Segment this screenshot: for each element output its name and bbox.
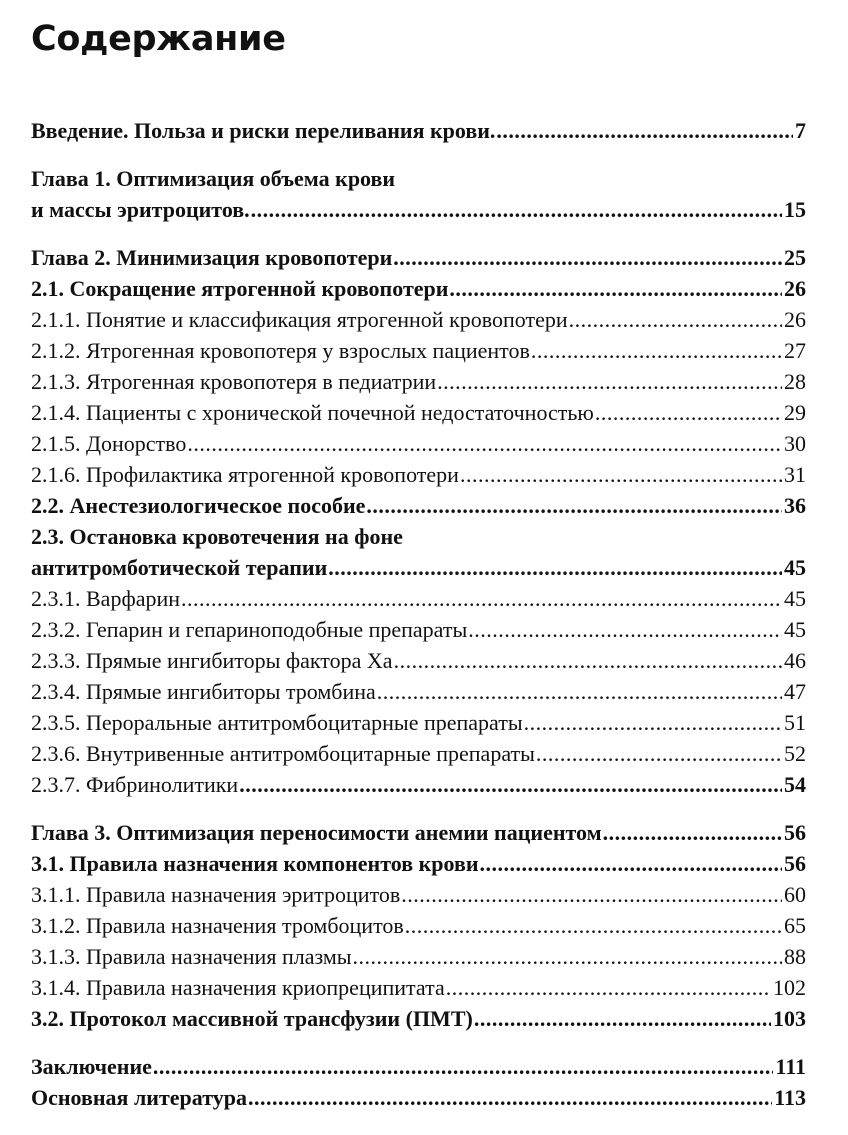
- toc-entry: [31, 459, 806, 490]
- toc-page-number: 51: [784, 710, 806, 735]
- toc-entry-title: 2.1.5. Донорство: [31, 431, 187, 456]
- toc-entry-title: 2.3. Остановка кровотечения на фоне: [31, 524, 403, 549]
- toc-entry-title: 3.1.1. Правила назначения эритроцитов: [31, 882, 401, 907]
- dot-leader: [394, 645, 782, 676]
- toc-page-number: 54: [784, 772, 806, 797]
- toc-entry: [31, 707, 806, 738]
- toc-entry-title: 3.1. Правила назначения компонентов крови: [31, 851, 479, 876]
- toc-entry-title: Введение. Польза и риски переливания крови.: [31, 118, 496, 143]
- toc-page-number: 52: [784, 741, 806, 766]
- toc-entry-title: и массы эритроцитов.: [31, 197, 250, 222]
- dot-leader: [603, 817, 782, 848]
- toc-page-number: 102: [773, 975, 806, 1000]
- toc-page-number: 25: [784, 245, 806, 270]
- toc-entry-title: 2.2. Анестезиологическое пособие: [31, 493, 366, 518]
- dot-leader: [153, 1051, 774, 1082]
- toc-entry-title: 2.1.3. Ятрогенная кровопотеря в педиатрии: [31, 369, 437, 394]
- page-title: Содержание: [31, 19, 286, 59]
- toc-page-number: 15: [784, 197, 806, 222]
- toc-entry: [31, 879, 806, 910]
- dot-leader: [181, 583, 782, 614]
- toc-entry: [31, 521, 806, 552]
- dot-leader: [377, 676, 782, 707]
- toc-page-number: 36: [784, 493, 806, 518]
- toc-page-number: 28: [784, 369, 806, 394]
- toc-entry: [31, 676, 806, 707]
- toc-entry-title: 3.1.4. Правила назначения криопреципитата: [31, 975, 445, 1000]
- toc-entry-title: 2.1. Сокращение ятрогенной кровопотери: [31, 276, 449, 301]
- toc-page-number: 30: [784, 431, 806, 456]
- toc-entry-title: 2.3.4. Прямые ингибиторы тромбина: [31, 679, 376, 704]
- toc-entry: [31, 1051, 806, 1082]
- toc-entry: [31, 1082, 806, 1113]
- dot-leader: [248, 1082, 772, 1113]
- toc-page-number: 113: [774, 1085, 806, 1110]
- dot-leader: [328, 552, 782, 583]
- toc-entry-title: Основная литература: [31, 1085, 247, 1110]
- toc-entry: [31, 552, 806, 583]
- toc-page-number: 29: [784, 400, 806, 425]
- toc-page-number: 27: [784, 338, 806, 363]
- toc-entry-title: Глава 1. Оптимизация объема крови: [31, 166, 396, 191]
- toc-entry-title: 2.3.5. Пероральные антитромбоцитарные препараты: [31, 710, 523, 735]
- toc-entry: [31, 163, 806, 194]
- toc-entry: [31, 645, 806, 676]
- toc-entry: [31, 490, 806, 521]
- toc-entry: [31, 583, 806, 614]
- toc-entry-title: 2.1.2. Ятрогенная кровопотеря у взрослых пациентов: [31, 338, 530, 363]
- dot-leader: [251, 194, 782, 225]
- dot-leader: [437, 366, 782, 397]
- toc-entry: [31, 817, 806, 848]
- toc-entry-title: 2.3.7. Фибринолитики: [31, 772, 239, 797]
- toc-entry: [31, 910, 806, 941]
- dot-leader: [239, 769, 782, 800]
- toc-entry: [31, 614, 806, 645]
- dot-leader: [595, 397, 782, 428]
- table-of-contents: [31, 115, 806, 1113]
- toc-entry-title: 2.1.1. Понятие и классификация ятрогенной кровопотери: [31, 307, 568, 332]
- toc-entry-title: 2.3.2. Гепарин и гепариноподобные препараты: [31, 617, 468, 642]
- toc-entry: [31, 335, 806, 366]
- toc-entry: [31, 242, 806, 273]
- toc-page-number: 56: [784, 851, 806, 876]
- toc-page-number: 65: [784, 913, 806, 938]
- toc-entry-title: 2.1.4. Пациенты с хронической почечной недостаточностью: [31, 400, 594, 425]
- toc-entry-title: 3.1.3. Правила назначения плазмы: [31, 944, 352, 969]
- toc-page-number: 103: [773, 1006, 806, 1031]
- toc-entry-title: Глава 3. Оптимизация переносимости анемии пациентом: [31, 820, 602, 845]
- toc-entry: [31, 941, 806, 972]
- toc-entry: [31, 1003, 806, 1034]
- toc-entry-title: 2.3.6. Внутривенные антитромбоцитарные препараты: [31, 741, 535, 766]
- dot-leader: [536, 738, 782, 769]
- toc-entry: [31, 848, 806, 879]
- toc-entry: [31, 769, 806, 800]
- toc-page-number: 111: [775, 1054, 806, 1079]
- dot-leader: [496, 115, 793, 146]
- toc-entry-title: Заключение: [31, 1054, 152, 1079]
- dot-leader: [366, 490, 782, 521]
- toc-page-number: 45: [784, 586, 806, 611]
- dot-leader: [187, 428, 782, 459]
- toc-entry: [31, 194, 806, 225]
- dot-leader: [468, 614, 782, 645]
- toc-entry: [31, 972, 806, 1003]
- dot-leader: [446, 972, 771, 1003]
- toc-entry-title: Глава 2. Минимизация кровопотери: [31, 245, 393, 270]
- dot-leader: [460, 459, 782, 490]
- toc-entry: [31, 366, 806, 397]
- dot-leader: [401, 879, 782, 910]
- dot-leader: [393, 242, 782, 273]
- dot-leader: [474, 1003, 771, 1034]
- dot-leader: [449, 273, 782, 304]
- toc-entry: [31, 397, 806, 428]
- toc-entry-title: 2.3.3. Прямые ингибиторы фактора Ха: [31, 648, 393, 673]
- dot-leader: [531, 335, 782, 366]
- toc-entry: [31, 115, 806, 146]
- toc-entry: [31, 738, 806, 769]
- toc-entry: [31, 428, 806, 459]
- dot-leader: [405, 910, 782, 941]
- dot-leader: [524, 707, 782, 738]
- toc-page-number: 26: [784, 307, 806, 332]
- dot-leader: [353, 941, 782, 972]
- toc-entry: [31, 304, 806, 335]
- toc-page-number: 45: [784, 555, 806, 580]
- toc-page-number: 46: [784, 648, 806, 673]
- toc-entry-title: 3.1.2. Правила назначения тромбоцитов: [31, 913, 404, 938]
- dot-leader: [569, 304, 782, 335]
- toc-page-number: 45: [784, 617, 806, 642]
- toc-page-number: 56: [784, 820, 806, 845]
- toc-entry: [31, 273, 806, 304]
- toc-entry-title: антитромботической терапии: [31, 555, 328, 580]
- toc-entry-title: 2.3.1. Варфарин: [31, 586, 181, 611]
- toc-entry-title: 2.1.6. Профилактика ятрогенной кровопотери: [31, 462, 459, 487]
- toc-page-number: 26: [784, 276, 806, 301]
- toc-page-number: 7: [795, 118, 806, 143]
- toc-page-number: 31: [784, 462, 806, 487]
- toc-page-number: 88: [784, 944, 806, 969]
- toc-entry-title: 3.2. Протокол массивной трансфузии (ПМТ): [31, 1006, 473, 1031]
- toc-page-number: 47: [784, 679, 806, 704]
- dot-leader: [480, 848, 783, 879]
- toc-page-number: 60: [784, 882, 806, 907]
